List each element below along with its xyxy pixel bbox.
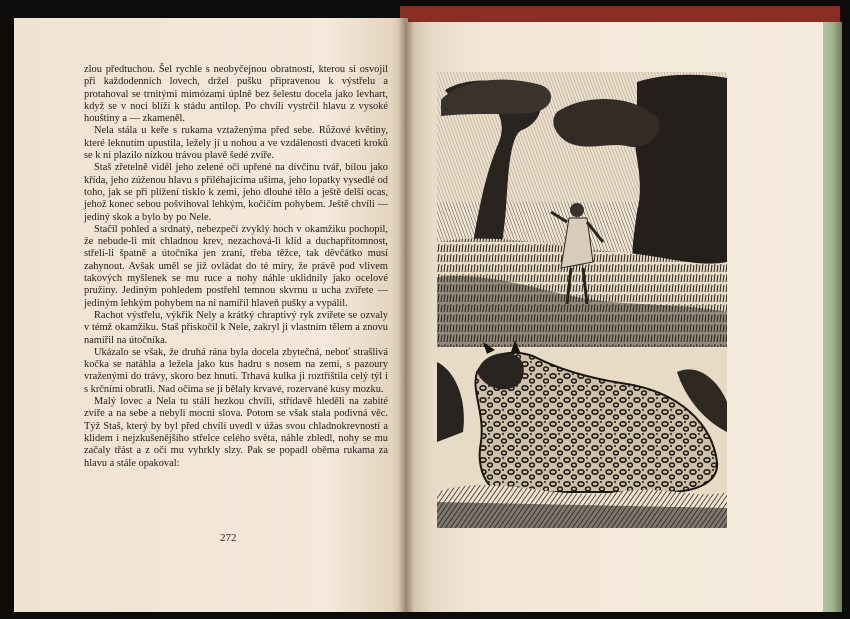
upper-scene: [437, 72, 727, 347]
book-gutter: [398, 18, 414, 612]
left-page-text: [84, 64, 388, 470]
paragraph: zlou předtuchou. Šel rychle s neobyčejnou obratností, kterou si osvojil při každodenních lovech, držel pušku připravenou k výstřelu a protahoval se trnitými mimózami úplně bez šelestu docela jako levhart, když se v noci blíží k stádu antilop. Po chvíli vystrčil hlavu z vysoké houštiny a — zkameněl.: [84, 64, 388, 125]
paragraph: Malý lovec a Nela tu stáli hezkou chvíli, střídavě hleděli na zabité zvíře a na sebe a nebyli mocni slova. Potom se však stala podivná věc. Týž Staš, který by byl před chvílí uvedl v úžas svou chladnokrevností a klidem i nejzkušenějšího střelce celého světa, náhle zbledl, nohy se mu začaly třást a z očí mu vyhrkly slzy. Pak se popadl oběma rukama za hlavu a stále opakoval:: [84, 396, 388, 469]
lower-scene: [437, 340, 727, 528]
paragraph: Rachot výstřelu, výkřik Nely a krátký chraptivý ryk zvířete se ozvaly v témž okamžiku. Staš přiskočil k Nele, zakryl ji vlastním tělem a znovu namířil na útočníka.: [84, 309, 388, 346]
paragraph: Ukázalo se však, že druhá rána byla docela zbytečná, neboť strašlivá kočka se natáhla a ležela jako kus hadru s nosem na zemi, s pazoury vraženými do trávy, skoro bez hnutí. Trhavá kulka ji roztříštila celý týl i s krčními obratli. Nad očima se jí bělaly krvavé, rozervané kusy mozku.: [84, 346, 388, 395]
paragraph: Staš zřetelně viděl jeho zelené oči upřené na dívčinu tvář, bílou jako křída, jeho zúženou hlavu s přiléhajícíma ušima, jeho lopatky vysedlé od toho, jak se při plížení tisklo k zemi, jeho dlouhé tělo a ještě delší ocas, jehož konec sebou pošvihoval lehkým, kočičím pohybem. Ještě chvíli — jediný skok a bylo by po Nele.: [84, 162, 388, 223]
engraving-illustration: [437, 72, 727, 528]
page-number: 272: [220, 532, 237, 544]
paragraph: Nela stála u keře s rukama vztaženýma před sebe. Růžové květiny, které leknutím upustila, ležely jí u nohou a ve vzdálenosti dvaceti kroků se k ní plazilo nízkou trávou plavě šedé zvíře.: [84, 125, 388, 162]
paragraph: Stačil pohled a srdnatý, nebezpečí zvyklý hoch v okamžiku pochopil, že nebude-li mít chladnou krev, nezachová-li klid a duchapřítomnost, střelí-li špatně a útočníka jen zraní, třeba těžce, tak děvčátko musí zahynout. Avšak uměl se již ovládat do té míry, že právě pod vlivem takových myšlenek se mu ruce a nohy náhle uklidnily jako ocelové pružiny. Jediným pohledem postřehl temnou skvrnu u ucha zvířete — jediným lehkým pohybem na ni namířil hlaveň pušky a vypálil.: [84, 223, 388, 309]
book-cover-spine-cloth: [820, 22, 842, 612]
